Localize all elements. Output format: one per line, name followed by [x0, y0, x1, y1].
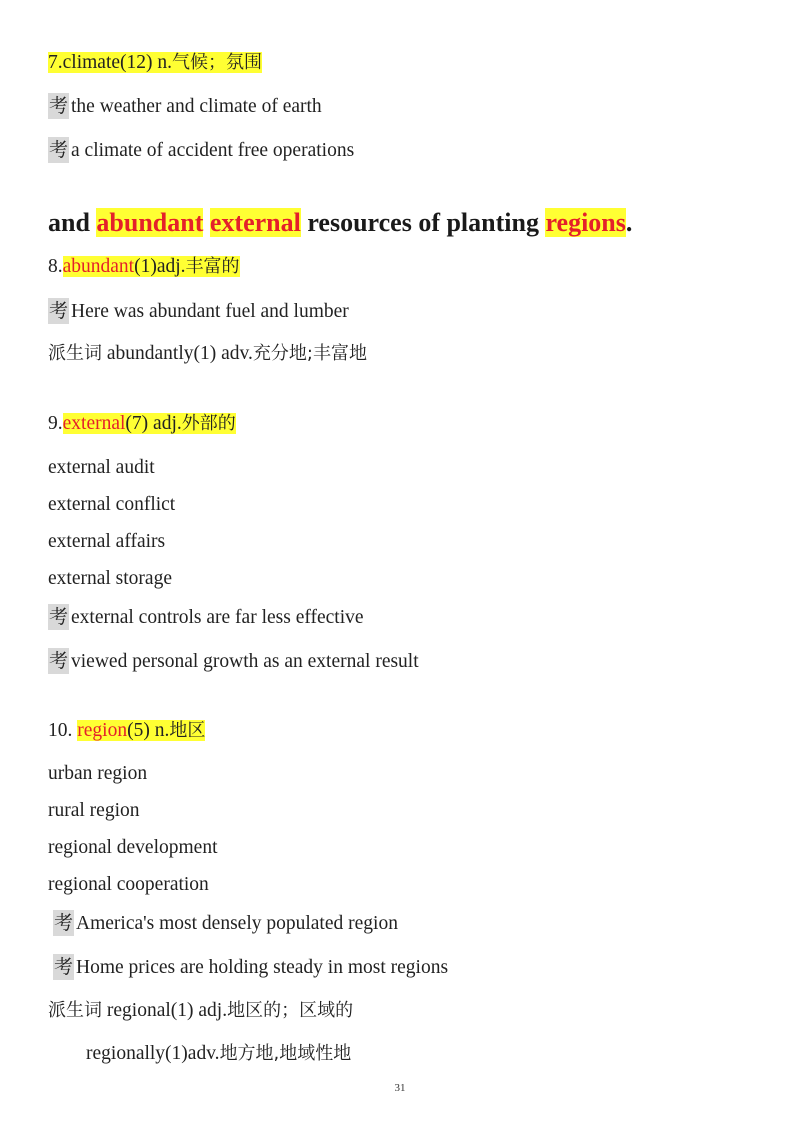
climate-example-1-text: the weather and climate of earth — [71, 96, 322, 117]
climate-example-1 — [48, 93, 322, 120]
climate-heading — [48, 50, 262, 76]
external-example-2 — [48, 648, 419, 675]
external-rest: (7) adj. — [125, 413, 182, 434]
external-rest-cn: 外部的 — [181, 413, 236, 434]
kao-marker: 考 — [49, 139, 69, 161]
external-heading — [48, 411, 236, 437]
kao-marker: 考 — [49, 606, 69, 628]
climate-example-2-text: a climate of accident free operations — [71, 140, 355, 161]
derivative-label: 派生词 — [48, 343, 102, 364]
region-heading — [48, 718, 205, 744]
climate-heading-text: 7.climate(12) n. — [48, 52, 172, 73]
abundant-derivative-text: abundantly(1) adv. — [102, 343, 253, 364]
abundant-example-1 — [48, 298, 349, 325]
climate-example-2 — [48, 137, 354, 164]
external-phrase: external conflict — [48, 494, 176, 515]
abundant-derivative — [48, 341, 367, 367]
region-phrase: regional cooperation — [48, 874, 209, 895]
abundant-derivative-meaning: 充分地;丰富地 — [252, 343, 367, 364]
key-sentence — [48, 206, 632, 240]
region-phrase: rural region — [48, 800, 140, 821]
region-derivative-text: regional(1) adj. — [102, 1000, 228, 1021]
external-example-2-text: viewed personal growth as an external result — [71, 651, 419, 672]
region-phrase: regional development — [48, 837, 218, 858]
region-derivative-meaning: 地区的；区域的 — [227, 1000, 354, 1021]
region-example-2 — [48, 954, 448, 981]
region-word: region — [77, 720, 128, 741]
region-example-1 — [48, 910, 398, 937]
abundant-rest-cn: 丰富的 — [185, 256, 240, 277]
kao-marker: 考 — [49, 95, 69, 117]
region-rest: (5) n. — [127, 720, 170, 741]
region-num: 10. — [48, 720, 78, 741]
region-rest-cn: 地区 — [169, 720, 206, 741]
region-derivative-2-text: regionally(1)adv. — [86, 1043, 220, 1064]
abundant-heading — [48, 254, 240, 280]
sentence-highlight-abundant: abundant — [96, 208, 204, 237]
abundant-word: abundant — [62, 256, 135, 277]
external-phrase: external storage — [48, 568, 172, 589]
external-phrase: external affairs — [48, 531, 166, 552]
external-example-1 — [48, 604, 364, 631]
kao-marker: 考 — [54, 956, 74, 978]
external-num: 9. — [48, 413, 63, 434]
external-word: external — [62, 413, 126, 434]
kao-marker: 考 — [49, 650, 69, 672]
sentence-word: and — [48, 208, 90, 237]
region-example-1-text: America's most densely populated region — [76, 913, 398, 934]
region-example-2-text: Home prices are holding steady in most regions — [76, 957, 449, 978]
region-derivative-2 — [86, 1041, 351, 1067]
region-derivative-2-meaning: 地方地,地域性地 — [219, 1043, 352, 1064]
derivative-label: 派生词 — [48, 1000, 102, 1021]
external-example-1-text: external controls are far less effective — [71, 607, 364, 628]
sentence-highlight-regions: regions — [545, 208, 626, 237]
region-derivative — [48, 998, 353, 1024]
abundant-num: 8. — [48, 256, 63, 277]
abundant-rest: (1)adj. — [134, 256, 186, 277]
sentence-highlight-external: external — [209, 208, 301, 237]
sentence-period: . — [625, 208, 633, 237]
external-phrase: external audit — [48, 457, 155, 478]
kao-marker: 考 — [49, 300, 69, 322]
climate-heading-cn: 气候；氛围 — [172, 52, 262, 73]
abundant-example-1-text: Here was abundant fuel and lumber — [71, 301, 349, 322]
sentence-word: resources of planting — [307, 208, 539, 237]
region-phrase: urban region — [48, 763, 148, 784]
page-number: 31 — [394, 1082, 406, 1094]
kao-marker: 考 — [54, 912, 74, 934]
